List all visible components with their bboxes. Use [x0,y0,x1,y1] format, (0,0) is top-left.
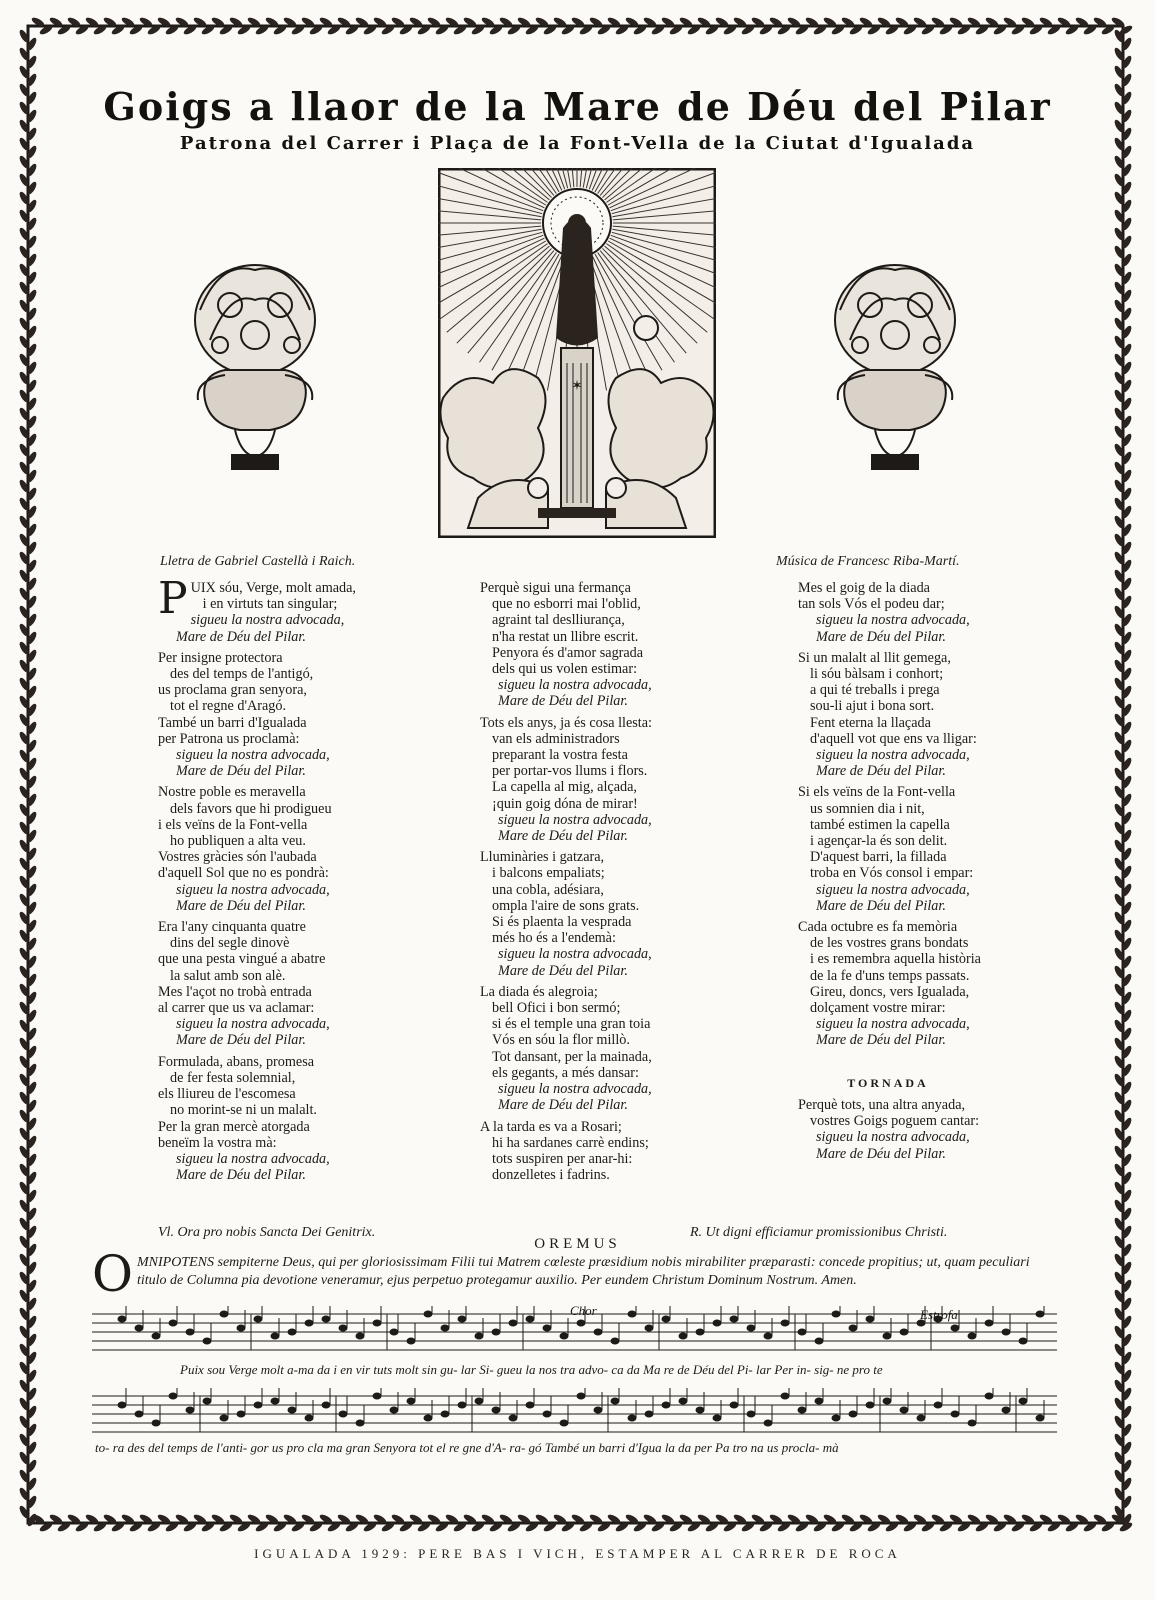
refrain-line: Mare de Déu del Pilar. [498,1097,628,1114]
verse-line: Formulada, abans, promesa [158,1053,315,1070]
verse-line: donzelletes i fadrins. [492,1167,610,1184]
verse-line: i balcons empaliats; [492,865,605,882]
refrain-line: sigueu la nostra advocada, [498,946,652,963]
verse-line: Nostre poble es meravella [158,784,306,801]
stanza [798,650,1118,780]
verse-line: Era l'any cinquanta quatre [158,919,306,936]
refrain-line: Mare de Déu del Pilar. [176,628,306,645]
verse-line: a qui té treballs i prega [810,682,940,699]
drop-cap: O [92,1245,133,1303]
verse-line: Gireu, doncs, vers Igualada, [810,983,970,1000]
verse-line: i els veïns de la Font-vella [158,816,308,833]
verse-line: més ho és a l'endemà: [492,930,616,947]
verse-line: Mes l'açot no trobà entrada [158,983,312,1000]
verse-line: ¡quin goig dóna de mirar! [492,795,638,812]
verse-line: tots suspiren per anar-hi: [492,1150,633,1167]
page-title: Goigs a llaor de la Mare de Déu del Pilar [103,84,1052,129]
page-subtitle: Patrona del Carrer i Plaça de la Font-Vella de la Ciutat d'Igualada [179,133,976,154]
verse-line: per portar-vos llums i flors. [492,763,648,780]
verse-line: sou-li ajut i bona sort. [810,698,935,715]
stanza [158,784,478,914]
drop-cap: P [158,573,188,624]
verse-line: La capella al mig, alçada, [492,779,637,796]
verse-line: També un barri d'Igualada [158,714,307,731]
stanza [158,650,478,780]
verse-line: Fent eterna la llaçada [810,714,931,731]
verse-line: tan sols Vós el podeu dar; [798,596,945,613]
verse-line: dels qui us volen estimar: [492,661,638,678]
stanza [480,849,800,979]
verse-column-2 [480,580,800,1188]
estrofa-label: Estrofa [920,1307,958,1322]
verse-line: La diada és alegroia; [480,983,598,1000]
verse-line: hi ha sardanes carrè endins; [492,1134,649,1151]
refrain-line: sigueu la nostra advocada, [176,1150,330,1167]
refrain-line: sigueu la nostra advocada, [176,881,330,898]
verse-line: dels favors que hi prodigueu [170,800,332,817]
music-staff-2 [92,1388,1057,1444]
verse-line: dins del segle dinovè [170,935,290,952]
verse-line: ho publiquen a alta veu. [170,833,306,850]
verse-line: la salut amb son alè. [170,967,286,984]
verse-line: si és el temple una gran toia [492,1016,651,1033]
verse-line: Si és plaenta la vesprada [492,914,632,931]
refrain-line: Mare de Déu del Pilar. [498,828,628,845]
refrain-line: Mare de Déu del Pilar. [498,693,628,710]
refrain-line: Mare de Déu del Pilar. [176,897,306,914]
verse-line: Lluminàries i gatzara, [480,849,605,866]
verse-line: Mes el goig de la diada [798,580,930,596]
lyrics-credit: Lletra de Gabriel Castellà i Raich. [160,554,356,569]
verse-line: Penyora és d'amor sagrada [492,644,644,661]
flower-vase-right-illustration [820,250,970,490]
verse-line: vostres Goigs poguem cantar: [810,1113,980,1130]
refrain-line: Mare de Déu del Pilar. [816,628,946,645]
verse-line: d'aquell vot que ens va lligar: [810,730,977,747]
refrain-line: Mare de Déu del Pilar. [176,1032,306,1049]
stanza [480,984,800,1114]
verse-line: Perquè tots, una altra anyada, [798,1096,966,1113]
verse-line: van els administradors [492,730,620,747]
verse-line: Vós en sóu la flor millò. [492,1032,630,1049]
refrain-line: sigueu la nostra advocada, [176,1016,330,1033]
stanza [158,1054,478,1184]
stanza [480,715,800,845]
verse-line: per Patrona us proclamà: [158,730,300,747]
verse-line: dolçament vostre mirar: [810,1000,946,1017]
verse-line: que una pesta vingué a abatre [158,951,326,968]
verse-line: Per la gran mercè atorgada [158,1118,310,1135]
music-lyric-1: Puix sou Verge molt a-ma da i en vir tuts molt sin gu- lar Si- gueu la nos tra advo- ca da Ma re de Déu del Pi- lar Per in- sig- ne pro te [180,1362,883,1377]
verse-line: que no esborri mai l'oblid, [492,596,641,613]
verse-line: Si els veïns de la Font-vella [798,784,956,801]
verse-line: UIX sóu, Verge, molt amada, [190,580,356,596]
verse-line: Tots els anys, ja és cosa llesta: [480,714,652,731]
verse-line: i en virtuts tan singular; [202,596,338,613]
verse-line: agraint tal deslliurança, [492,612,625,629]
verse-line: Vostres gràcies són l'aubada [158,849,317,866]
verse-line: i es remembra aquella història [810,951,981,968]
verse-line: Per insigne protectora [158,649,283,666]
verse-line: d'aquell Sol que no es pondrà: [158,865,329,882]
latin-prayer [92,1245,1052,1303]
stanza [798,580,1118,645]
refrain-line: sigueu la nostra advocada, [816,1129,970,1146]
refrain-line: Mare de Déu del Pilar. [816,1145,946,1162]
music-credit: Música de Francesc Riba-Martí. [776,554,960,569]
verse-line: de fer festa solemnial, [170,1069,296,1086]
verse-line: troba en Vós consol i empar: [810,865,974,882]
printer-imprint: IGUALADA 1929: PERE BAS I VICH, ESTAMPER AL CARRER DE ROCA [254,1546,901,1561]
refrain-line: sigueu la nostra advocada, [190,612,345,629]
refrain-line: Mare de Déu del Pilar. [816,1032,946,1049]
verse-line: bell Ofici i bon sermó; [492,1000,621,1017]
verse-line: Cada octubre es fa memòria [798,919,958,936]
response: R. Ut digni efficiamur promissionibus Christi. [690,1225,948,1240]
refrain-line: Mare de Déu del Pilar. [176,1167,306,1184]
verse-line: li sóu bàlsam i conhort; [810,666,944,683]
refrain-line: Mare de Déu del Pilar. [176,763,306,780]
refrain-line: Mare de Déu del Pilar. [498,962,628,979]
flower-vase-left-illustration [180,250,330,490]
verse-line: beneïm la vostra mà: [158,1134,277,1151]
chor-label: Chor [570,1303,597,1318]
verse-line: no morint-se ni un malalt. [170,1102,317,1119]
stanza [798,919,1118,1049]
verse-line: i agençar-la és son delit. [810,833,948,850]
stanza [480,580,800,710]
music-lyric-2: to- ra des del temps de l'anti- gor us pro cla ma gran Senyora tot el re gne d'A- ra- gó També un barri d'Igua la da per Pa tro na us procla- mà [95,1440,839,1455]
verse-line: A la tarda es va a Rosari; [480,1118,622,1135]
tornada-heading: TORNADA [847,1075,929,1090]
refrain-line: sigueu la nostra advocada, [816,747,970,764]
refrain-line: sigueu la nostra advocada, [816,881,970,898]
tornada-stanza [798,1097,1118,1162]
prayer-text: MNIPOTENS sempiterne Deus, qui per gloriosissimam Filii tui Matrem cœleste præsidium nobis mirabiliter præparasti: concede propitius; ut, quam peculiari titulo de Columna pia devotione veneramur, ejus perpetuo protegamur auxilio. Per eundem Christum Dominum Nostrum. Amen. [137,1255,1030,1288]
verse-line: des del temps de l'antigó, [170,666,314,683]
verse-line: us somnien dia i nit, [810,800,925,817]
verse-line: us proclama gran senyora, [158,682,307,699]
stanza [158,919,478,1049]
verse-column-3 [798,580,1118,1167]
verse-line: de la fe d'uns temps passats. [810,967,970,984]
refrain-line: sigueu la nostra advocada, [176,747,330,764]
stanza [798,784,1118,914]
oremus-heading: OREMUS [534,1236,621,1252]
verse-line: els gegants, a més dansar: [492,1064,639,1081]
verse-line: al carrer que us va aclamar: [158,1000,315,1017]
verse-line: Si un malalt al llit gemega, [798,649,951,666]
verse-line: D'aquest barri, la fillada [810,849,947,866]
verse-line: de les vostres grans bondats [810,935,969,952]
verse-line: Perquè sigui una fermança [480,580,631,596]
refrain-line: sigueu la nostra advocada, [498,811,652,828]
verse-line: els lliureu de l'escomesa [158,1086,296,1103]
verse-line: una cobla, adésiara, [492,881,604,898]
virgin-of-the-pillar-woodcut [438,168,716,538]
verse-column-1 [158,573,478,1188]
stanza [480,1119,800,1184]
verse-line: n'ha restat un llibre escrit. [492,628,639,645]
refrain-line: sigueu la nostra advocada, [498,677,652,694]
refrain-line: sigueu la nostra advocada, [816,612,970,629]
verse-line: preparant la vostra festa [492,747,628,764]
verse-line: també estimen la capella [810,816,950,833]
verse-line: ompla l'aire de sons grats. [492,897,640,914]
refrain-line: Mare de Déu del Pilar. [816,763,946,780]
verse-line: Tot dansant, per la mainada, [492,1048,652,1065]
svg-text:✶: ✶ [571,379,583,394]
verse-line: tot el regne d'Aragó. [170,698,287,715]
refrain-line: Mare de Déu del Pilar. [816,897,946,914]
refrain-line: sigueu la nostra advocada, [816,1016,970,1033]
refrain-line: sigueu la nostra advocada, [498,1081,652,1098]
stanza [158,573,478,645]
versicle: Vl. Ora pro nobis Sancta Dei Genitrix. [158,1225,376,1240]
